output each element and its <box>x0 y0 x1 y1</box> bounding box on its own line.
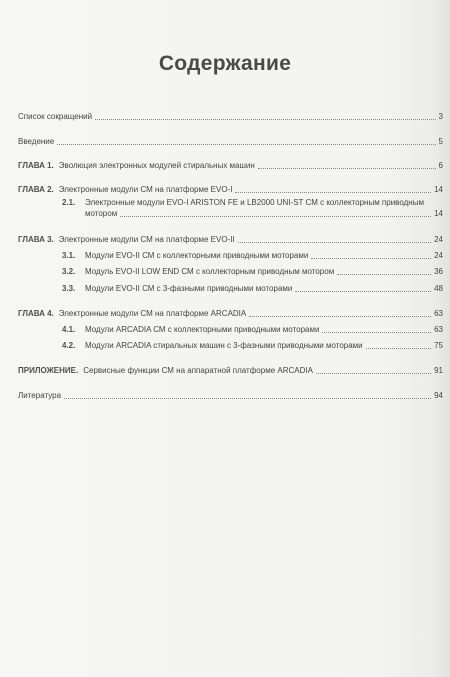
dot-leader <box>366 342 431 349</box>
toc-entry-label: Модуль EVO-II LOW END СМ с коллекторным приводным мотором <box>85 267 335 276</box>
toc-entry-label: Электронные модули EVO-I ARISTON FE и LB2000 UNI-ST СМ с коллекторным приводным <box>85 198 424 207</box>
toc-entry-label: Модули ARCADIA стиральных машин с 3-фазными приводными моторами <box>85 341 363 350</box>
toc-entry-label: Модули EVO-II СМ с 3-фазными приводными моторами <box>85 284 293 293</box>
section-number: 4.1. <box>62 325 76 334</box>
toc-entry-section-2-1 <box>62 198 443 208</box>
toc-entry-label: Литература <box>18 391 62 400</box>
toc-page-number: 36 <box>434 267 443 276</box>
dot-leader <box>57 138 435 145</box>
toc-entry-chapter-1 <box>18 161 443 171</box>
toc-entry-section-3-3 <box>62 284 443 294</box>
toc-page-number: 48 <box>434 284 443 293</box>
page-title: Содержание <box>158 52 292 75</box>
toc-page-number: 94 <box>434 391 443 400</box>
section-number: 3.3. <box>62 284 76 293</box>
chapter-number: ГЛАВА 2. <box>18 185 54 194</box>
dot-leader <box>322 326 431 333</box>
toc-page-number: 6 <box>438 161 443 170</box>
toc-entry-introduction <box>18 137 443 147</box>
dot-leader <box>95 113 435 120</box>
toc-entry-label: Сервисные функции СМ на аппаратной платформе ARCADIA <box>83 366 313 375</box>
appendix-label: ПРИЛОЖЕНИЕ. <box>18 366 79 375</box>
toc-entry-section-3-1 <box>62 251 443 261</box>
dot-leader <box>249 310 431 317</box>
toc-entry-abbreviations <box>18 112 443 122</box>
toc-entry-section-3-2 <box>62 267 443 277</box>
toc-page-number: 14 <box>434 209 443 218</box>
dot-leader <box>120 210 431 217</box>
toc-entry-appendix <box>18 366 443 376</box>
toc-entry-label: Введение <box>18 137 55 146</box>
chapter-number: ГЛАВА 1. <box>18 161 54 170</box>
toc-entry-literature <box>18 391 443 401</box>
toc-entry-label: Эволюция электронных модулей стиральных машин <box>58 161 255 170</box>
toc-entry-chapter-2 <box>18 185 443 195</box>
dot-leader <box>311 252 431 259</box>
toc-entry-section-4-1 <box>62 325 443 335</box>
dot-leader <box>316 367 431 374</box>
dot-leader <box>64 392 431 399</box>
section-number: 3.2. <box>62 267 76 276</box>
toc-entry-label: Электронные модули СМ на платформе ARCADIA <box>58 309 247 318</box>
dot-leader <box>295 285 431 292</box>
toc-entry-label: Электронные модули СМ на платформе EVO-II <box>58 235 235 244</box>
toc-entry-section-4-2 <box>62 341 443 351</box>
toc-page-number: 5 <box>438 137 443 146</box>
toc-entry-chapter-4 <box>18 309 443 319</box>
dot-leader <box>235 186 431 193</box>
toc-entry-chapter-3 <box>18 235 443 245</box>
toc-page-number: 63 <box>434 325 443 334</box>
toc-page-number: 75 <box>434 341 443 350</box>
toc-page-number: 24 <box>434 235 443 244</box>
dot-leader <box>337 268 431 275</box>
toc-entry-label: Список сокращений <box>18 112 93 121</box>
toc-page-number: 63 <box>434 309 443 318</box>
toc-page-number: 24 <box>434 251 443 260</box>
toc-entry-label: Модули ARCADIA СМ с коллекторными приводными моторами <box>85 325 320 334</box>
dot-leader <box>238 236 431 243</box>
toc-page-number: 3 <box>438 112 443 121</box>
toc-entry-label: Электронные модули СМ на платформе EVO-I <box>58 185 233 194</box>
section-number: 2.1. <box>62 198 76 207</box>
toc-page-number: 14 <box>434 185 443 194</box>
toc-entry-label: Модули EVO-II СМ с коллекторными приводными моторами <box>85 251 309 260</box>
chapter-number: ГЛАВА 4. <box>18 309 54 318</box>
chapter-number: ГЛАВА 3. <box>18 235 54 244</box>
dot-leader <box>258 162 436 169</box>
toc-entry-section-2-1-continued <box>85 209 443 219</box>
section-number: 3.1. <box>62 251 76 260</box>
section-number: 4.2. <box>62 341 76 350</box>
toc-page-number: 91 <box>434 366 443 375</box>
toc-entry-label-continued: мотором <box>85 209 118 218</box>
